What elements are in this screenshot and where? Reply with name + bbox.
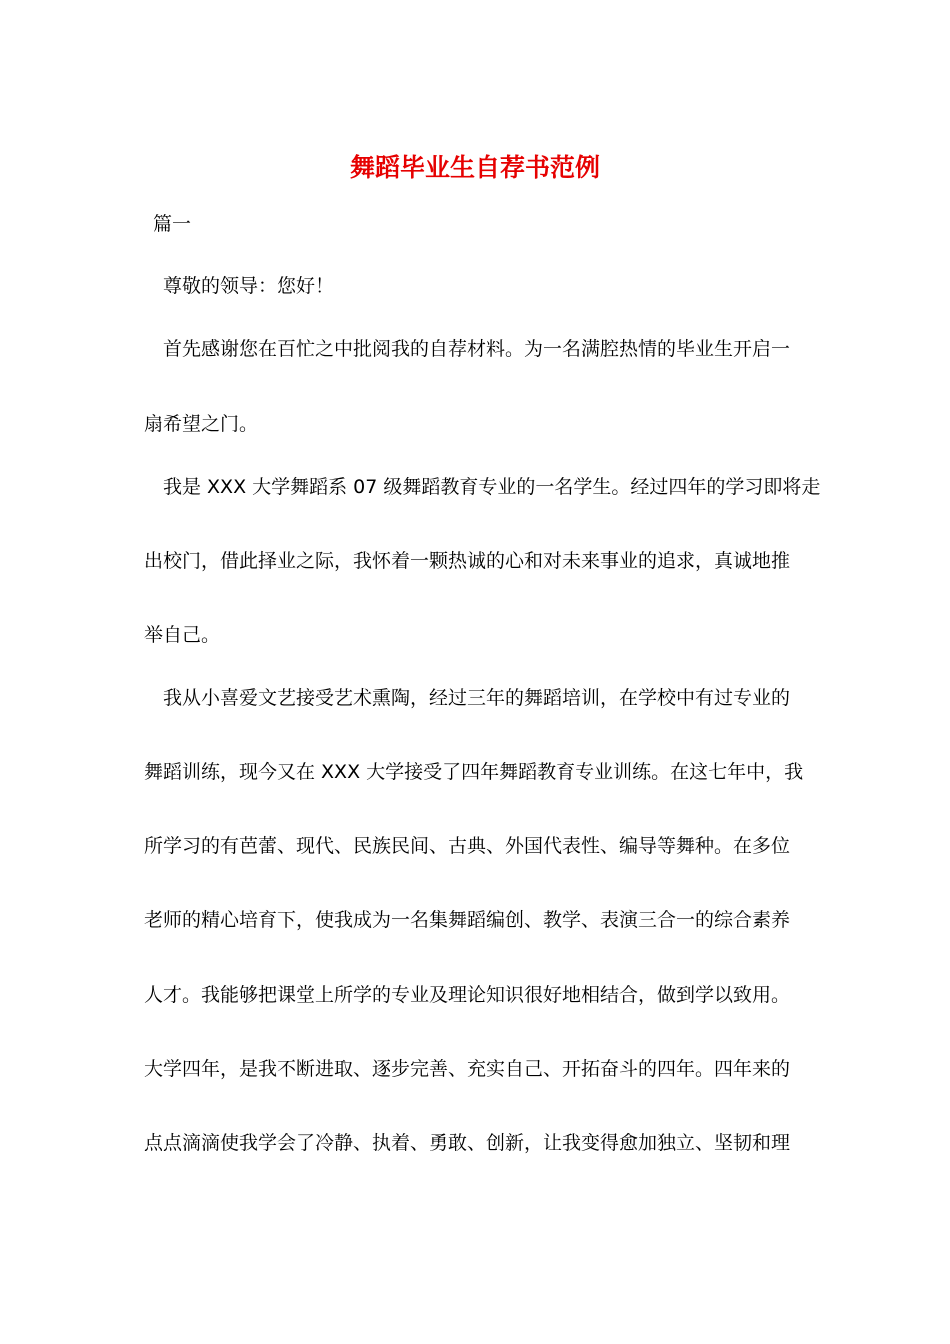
section-heading: 篇一: [153, 213, 192, 235]
paragraph-line: 我从小喜爱文艺接受艺术熏陶，经过三年的舞蹈培训，在学校中有过专业的: [163, 687, 791, 709]
paragraph-line: 所学习的有芭蕾、现代、民族民间、古典、外国代表性、编导等舞种。在多位: [144, 835, 791, 857]
paragraph-line: 首先感谢您在百忙之中批阅我的自荐材料。为一名满腔热情的毕业生开启一: [163, 338, 791, 360]
paragraph-line: 扇希望之门。: [144, 413, 259, 435]
paragraph-line: 大学四年，是我不断进取、逐步完善、充实自己、开拓奋斗的四年。四年来的: [144, 1058, 791, 1080]
paragraph-line: 出校门，借此择业之际，我怀着一颗热诚的心和对未来事业的追求，真诚地推: [144, 550, 791, 572]
paragraph-line: 老师的精心培育下，使我成为一名集舞蹈编创、教学、表演三合一的综合素养: [144, 909, 791, 931]
paragraph-line: 举自己。: [144, 624, 221, 646]
paragraph-line: 舞蹈训练，现今又在 XXX 大学接受了四年舞蹈教育专业训练。在这七年中，我: [144, 761, 804, 783]
salutation: 尊敬的领导：您好！: [163, 275, 335, 297]
paragraph-line: 人才。我能够把课堂上所学的专业及理论知识很好地相结合，做到学以致用。: [144, 984, 791, 1006]
paragraph-line: 点点滴滴使我学会了冷静、执着、勇敢、创新，让我变得愈加独立、坚韧和理: [144, 1132, 791, 1154]
document-title: 舞蹈毕业生自荐书范例: [349, 153, 600, 182]
paragraph-line: 我是 XXX 大学舞蹈系 07 级舞蹈教育专业的一名学生。经过四年的学习即将走: [163, 476, 821, 498]
